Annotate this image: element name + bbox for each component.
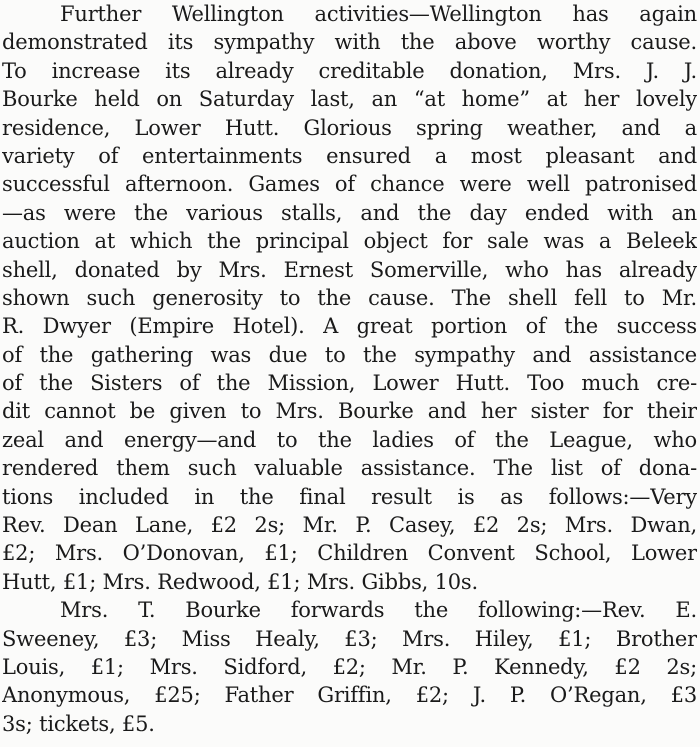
text-line: variety of entertainments ensured a most pleasant and	[2, 143, 697, 168]
text-line: Anonymous, £25; Father Griffin, £2; J. P. O’Regan, £3	[2, 683, 697, 708]
text-line: Bourke held on Saturday last, an “at home” at her lovely	[2, 87, 697, 112]
article-body	[2, 0, 697, 738]
text-line: residence, Lower Hutt. Glorious spring weather, and a	[2, 115, 697, 140]
text-line: rendered them such valuable assistance. The list of dona-	[2, 456, 697, 481]
text-line: demonstrated its sympathy with the above worthy cause.	[2, 30, 697, 55]
text-line: Sweeney, £3; Miss Healy, £3; Mrs. Hiley, £1; Brother	[2, 626, 697, 651]
text-line: Rev. Dean Lane, £2 2s; Mr. P. Casey, £2 2s; Mrs. Dwan,	[2, 513, 697, 538]
text-line: Hutt, £1; Mrs. Redwood, £1; Mrs. Gibbs, 10s.	[2, 569, 478, 594]
text-line: Mrs. T. Bourke forwards the following:—Rev. E.	[60, 598, 697, 623]
text-line: £2; Mrs. O’Donovan, £1; Children Convent School, Lower	[2, 541, 697, 566]
text-line: zeal and energy—and to the ladies of the League, who	[2, 427, 697, 452]
text-line: dit cannot be given to Mrs. Bourke and her sister for their	[2, 399, 697, 424]
paragraph-wellington-activities	[2, 0, 697, 596]
text-line: —as were the various stalls, and the day ended with an	[2, 200, 697, 225]
text-line: 3s; tickets, £5.	[2, 711, 155, 736]
text-line: R. Dwyer (Empire Hotel). A great portion of the success	[2, 314, 697, 339]
text-line: tions included in the final result is as follows:—Very	[2, 484, 697, 509]
text-line: of the gathering was due to the sympathy and assistance	[2, 342, 697, 367]
text-line: successful afternoon. Games of chance were well patronised	[2, 172, 697, 197]
text-line: To increase its already creditable donation, Mrs. J. J.	[2, 58, 697, 83]
text-line: of the Sisters of the Mission, Lower Hutt. Too much cre-	[2, 371, 697, 396]
text-line: Louis, £1; Mrs. Sidford, £2; Mr. P. Kennedy, £2 2s;	[2, 654, 697, 679]
text-line: Further Wellington activities—Wellington has again	[60, 2, 697, 26]
paragraph-bourke-donations	[2, 596, 697, 738]
text-line: shell, donated by Mrs. Ernest Somerville, who has already	[2, 257, 697, 282]
text-line: shown such generosity to the cause. The shell fell to Mr.	[2, 285, 697, 310]
text-line: auction at which the principal object for sale was a Beleek	[2, 229, 697, 254]
